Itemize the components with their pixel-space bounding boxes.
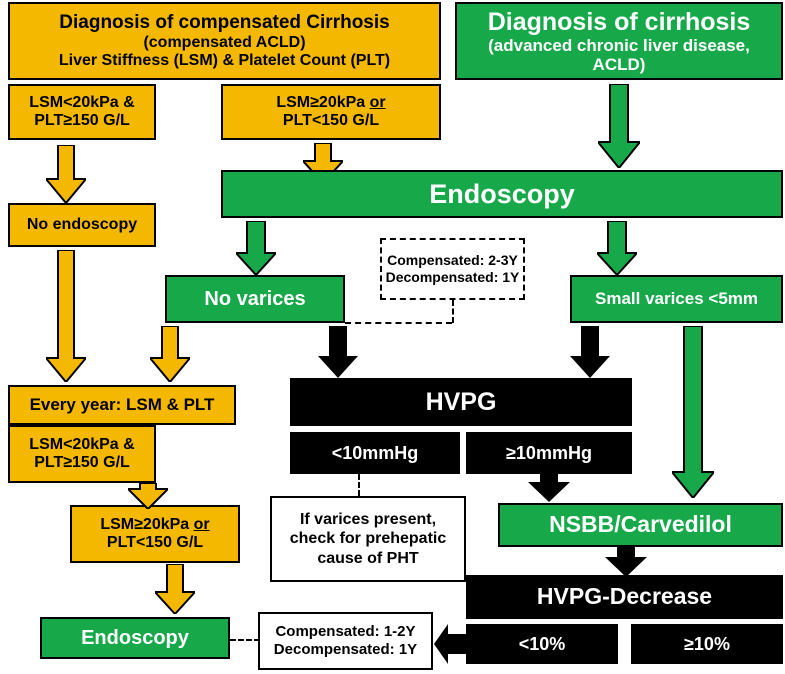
node-lsm-high: [221, 84, 441, 140]
node-diagnosis-cirrhosis-line2: (advanced chronic liver disease,: [488, 35, 750, 55]
node-hvpg-label: HVPG: [425, 388, 497, 416]
node-lsm-high-2-line2: PLT<150 G/L: [106, 534, 204, 551]
node-hvpg-high: [466, 432, 632, 474]
arrow-endoscopy-to-no-varices: [236, 221, 276, 275]
arrow-cirrhosis-to-endoscopy: [598, 84, 640, 168]
node-lsm-low-2-line1: LSM<20kPa &: [29, 436, 135, 454]
node-lsm-low-2: [8, 425, 156, 483]
note-surveillance-intervals-1: [380, 238, 525, 300]
arrow-nsbb-to-hvpg-decrease: [605, 547, 647, 577]
node-lsm-low-line2: PLT≥150 G/L: [34, 112, 130, 129]
node-hvpg: [290, 378, 632, 426]
node-hvpg-decrease-high: [631, 624, 783, 664]
note-surveillance-2-line2: Decompensated: 1Y: [273, 641, 418, 658]
node-diagnosis-compensated: [8, 2, 441, 80]
node-nsbb-label: NSBB/Carvedilol: [549, 511, 732, 538]
note-prehepatic-cause: [270, 496, 466, 582]
node-lsm-high-line1: LSM≥20kPa or: [276, 94, 386, 112]
note-prehepatic-line2: check for prehepatic: [289, 530, 447, 548]
node-small-varices: [570, 275, 783, 323]
node-lsm-low-2-line2: PLT≥150 G/L: [34, 454, 130, 471]
arrow-small-varices-to-hvpg: [570, 326, 610, 378]
arrow-every-year-to-lsm-high-2: [128, 483, 168, 509]
connector-hvpg-low-to-note: [358, 474, 360, 496]
node-endoscopy-top-label: Endoscopy: [429, 178, 575, 209]
node-lsm-high-2: [70, 505, 240, 563]
arrow-hvpg-decrease-low-to-note2: [434, 624, 468, 664]
node-diagnosis-compensated-line3: Liver Stiffness (LSM) & Platelet Count (PLT): [58, 51, 391, 69]
arrow-lsm-low-to-no-endoscopy: [46, 145, 86, 203]
node-hvpg-decrease-label: HVPG-Decrease: [536, 583, 713, 610]
node-hvpg-high-label: ≥10mmHg: [506, 442, 592, 463]
node-every-year: [8, 385, 236, 425]
note-surveillance-2-line1: Compensated: 1-2Y: [275, 623, 416, 640]
arrow-endoscopy-to-small-varices: [597, 221, 637, 275]
connector-no-varices-to-note1: [345, 322, 452, 324]
node-lsm-high-line2: PLT<150 G/L: [282, 112, 380, 129]
note-prehepatic-line3: cause of PHT: [317, 549, 419, 567]
node-no-endoscopy: [8, 203, 156, 247]
connector-note1-vertical: [452, 300, 454, 323]
node-every-year-label: Every year: LSM & PLT: [29, 395, 215, 415]
note-surveillance-1-line1: Compensated: 2-3Y: [387, 252, 518, 269]
connector-endoscopy-bottom-to-note2: [230, 639, 260, 641]
node-no-varices-label: No varices: [204, 287, 306, 310]
node-small-varices-label: Small varices <5mm: [594, 289, 759, 309]
node-hvpg-decrease: [466, 575, 783, 619]
node-no-varices: [165, 275, 345, 323]
arrow-small-varices-to-nsbb: [672, 326, 714, 498]
arrow-no-varices-to-hvpg: [318, 326, 358, 378]
node-lsm-low: [8, 84, 156, 140]
note-surveillance-intervals-2: [258, 612, 433, 670]
node-no-endoscopy-line1: No endoscopy: [26, 216, 138, 234]
node-diagnosis-cirrhosis: [455, 2, 783, 80]
node-lsm-high-2-line1: LSM≥20kPa or: [100, 516, 210, 534]
node-hvpg-decrease-low: [466, 624, 618, 664]
node-hvpg-decrease-high-label: ≥10%: [684, 633, 730, 654]
note-prehepatic-line1: If varices present,: [299, 511, 437, 529]
node-diagnosis-cirrhosis-line3: ACLD): [592, 55, 646, 74]
node-hvpg-low-label: <10mmHg: [331, 442, 419, 463]
node-endoscopy-bottom: [40, 617, 230, 659]
arrow-hvpg-high-to-nsbb: [528, 474, 570, 502]
arrow-no-varices-to-every-year: [150, 326, 190, 382]
node-nsbb-carvedilol: [498, 503, 783, 547]
node-endoscopy-top: [221, 170, 783, 218]
arrow-no-endoscopy-to-every-year: [46, 250, 86, 382]
node-lsm-low-line1: LSM<20kPa &: [29, 94, 135, 112]
note-surveillance-1-line2: Decompensated: 1Y: [385, 269, 520, 285]
node-hvpg-decrease-low-label: <10%: [518, 633, 566, 654]
node-hvpg-low: [290, 432, 460, 474]
node-endoscopy-bottom-label: Endoscopy: [81, 626, 189, 649]
node-diagnosis-compensated-line2: (compensated ACLD): [143, 33, 306, 51]
node-diagnosis-compensated-line1: Diagnosis of compensated Cirrhosis: [59, 12, 390, 34]
arrow-lsm-high-2-to-endoscopy: [155, 564, 195, 614]
node-diagnosis-cirrhosis-line1: Diagnosis of cirrhosis: [487, 7, 751, 36]
